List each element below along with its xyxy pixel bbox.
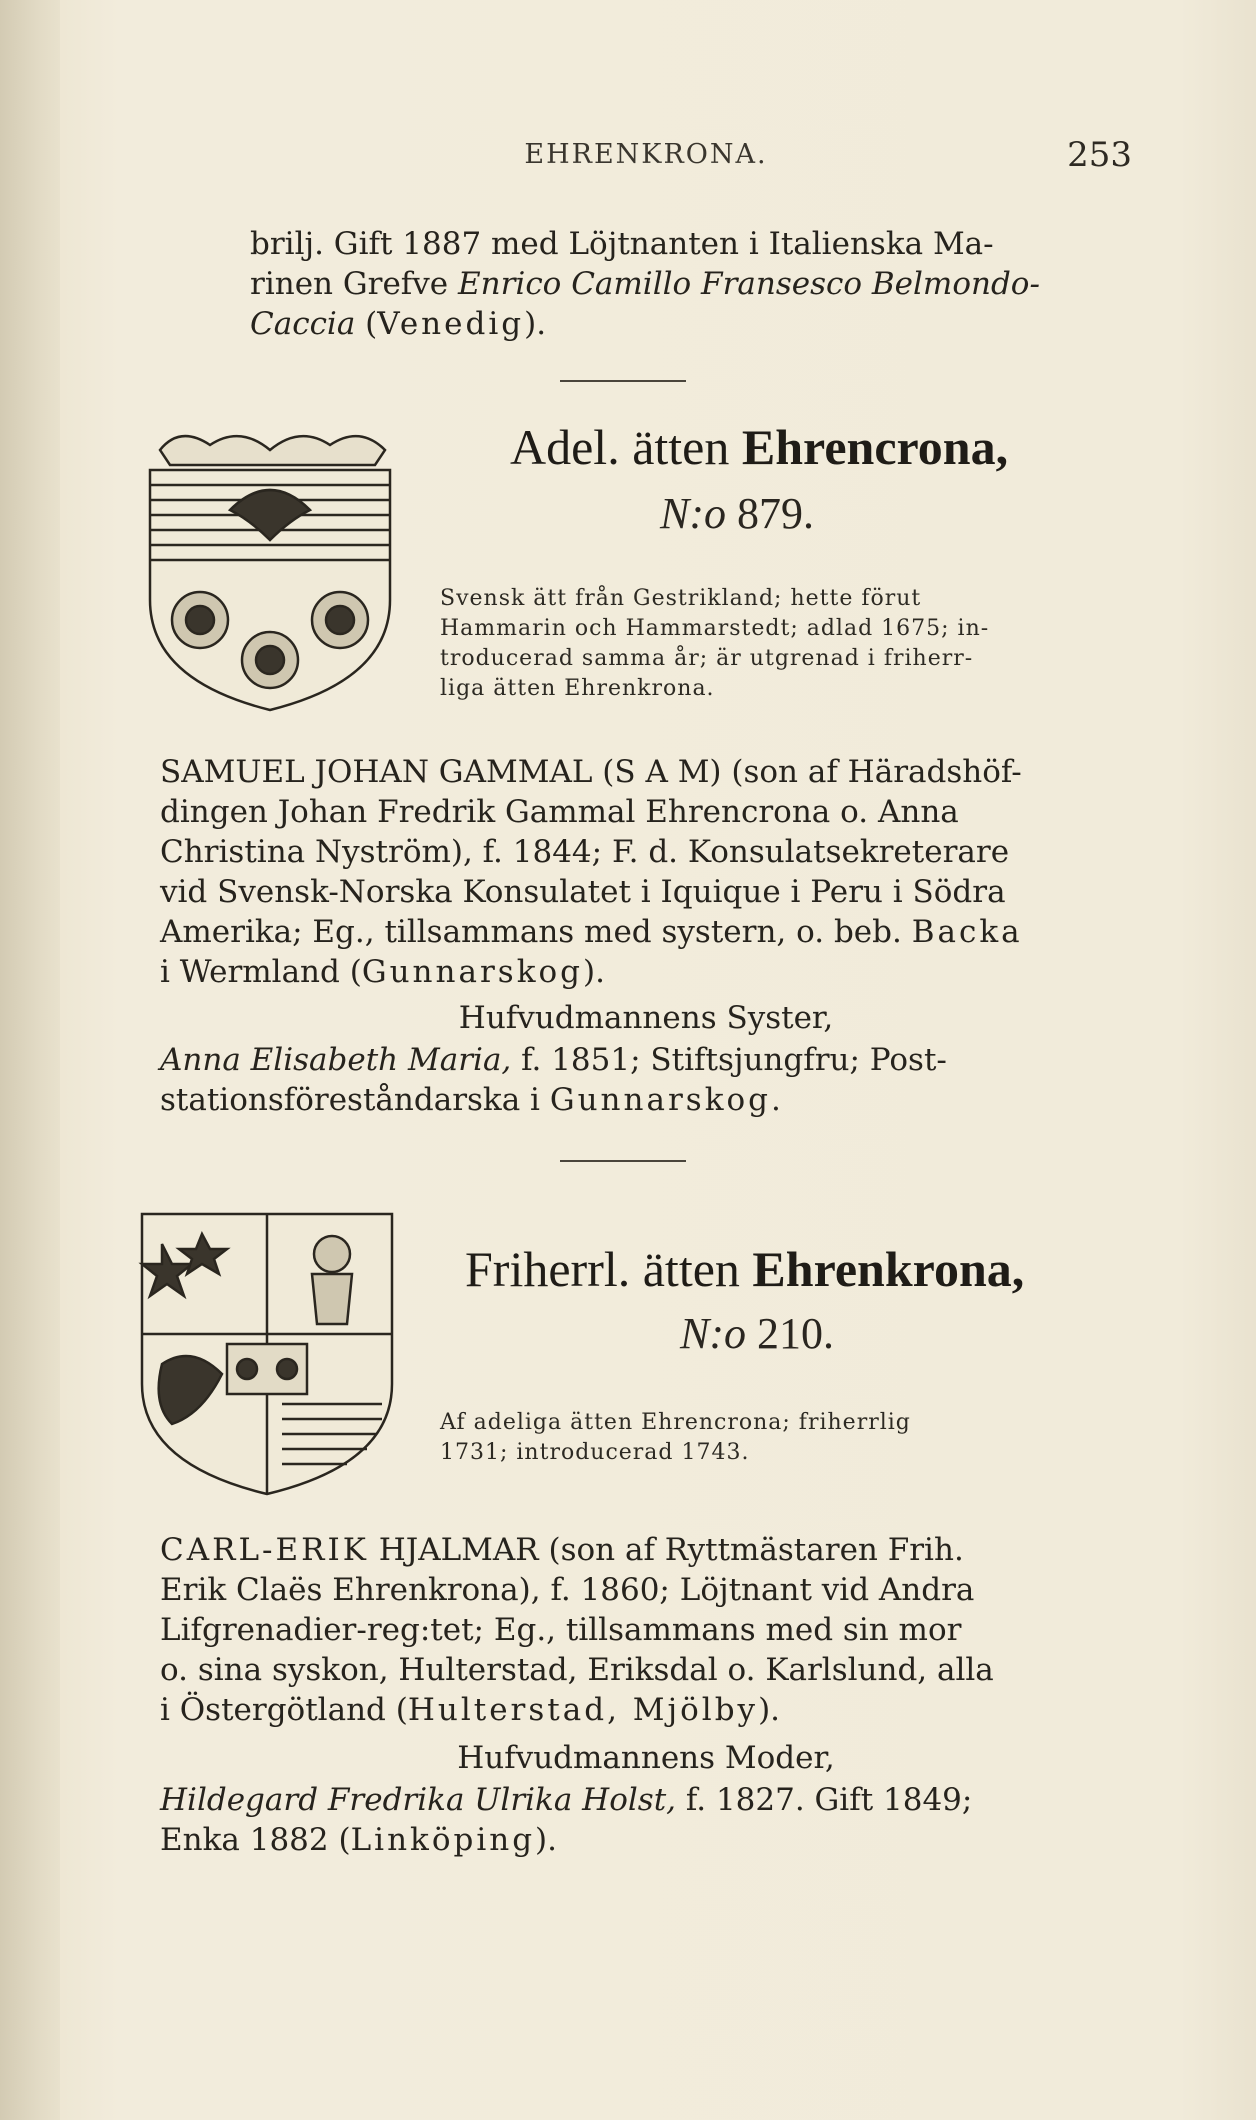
- spaced-run: Backa: [911, 914, 1023, 950]
- spaced-run: Gunnarskog: [361, 954, 583, 990]
- friherrl-entry-paragraph: [160, 1530, 1132, 1730]
- section-divider: [560, 380, 686, 382]
- adel-title-name: Ehrencrona,: [741, 419, 1009, 475]
- italic-run: Camillo Fransesco Belmondo-: [571, 266, 1040, 302]
- text-line: 1731; introducerad 1743.: [440, 1440, 750, 1465]
- page-header: [160, 135, 1132, 180]
- spaced-run: Venedig: [377, 306, 525, 342]
- text-run: stationsföreståndarska i: [160, 1082, 550, 1118]
- spaced-run: Hulterstad, Mjölby: [407, 1692, 759, 1728]
- text-run: f. 1851; Stiftsjungfru; Post-: [511, 1042, 947, 1078]
- friherrl-description: [440, 1408, 1132, 1468]
- text-line: [160, 1530, 1132, 1570]
- text-run: dingen Johan Fredrik Gammal Ehrencrona o. Anna: [160, 794, 959, 830]
- text-run: f. 1827. Gift 1849;: [676, 1782, 973, 1818]
- running-head: EHRENKRONA.: [524, 139, 768, 170]
- friherrl-no-label: N:o: [680, 1309, 746, 1358]
- friherrl-title-prefix: Friherrl. ätten: [465, 1241, 753, 1297]
- adel-no-value: 879.: [737, 489, 814, 538]
- adel-subheading: Hufvudmannens Syster,: [458, 1000, 834, 1036]
- italic-run: Elisabeth Maria,: [250, 1042, 512, 1078]
- text-line: Svensk ätt från Gestrikland; hette förut: [440, 586, 922, 611]
- text-run: i Wermland (: [160, 954, 362, 990]
- friherrl-house-title: [465, 1240, 1024, 1298]
- friherrl-house-number: [680, 1308, 834, 1359]
- text-line: [160, 1690, 1132, 1730]
- text-line: [250, 224, 1132, 264]
- adel-no-label: N:o: [660, 489, 726, 538]
- text-line: [160, 1570, 1132, 1610]
- friherrl-title-name: Ehrenkrona,: [752, 1241, 1025, 1297]
- friherrl-no-value: 210.: [757, 1309, 834, 1358]
- page-number: 253: [1067, 135, 1132, 175]
- italic-run: Anna: [160, 1042, 241, 1078]
- adel-house-number: [660, 488, 814, 539]
- text-run: ).: [535, 1822, 557, 1858]
- text-run: Enka 1882 (: [160, 1822, 351, 1858]
- friherrl-mother-paragraph: [160, 1780, 1132, 1860]
- text-line: [160, 912, 1132, 952]
- text-line: [160, 1040, 1132, 1080]
- text-line: [250, 264, 1132, 304]
- text-run: ).: [758, 1692, 781, 1728]
- text-line: [160, 1780, 1132, 1820]
- book-gutter: [0, 0, 60, 2120]
- text-run: HJALMAR (son af Ryttmästaren Frih.: [368, 1532, 964, 1568]
- text-line: Af adeliga ätten Ehrencrona; friherrlig: [440, 1410, 911, 1435]
- text-line: [160, 832, 1132, 872]
- friherrl-subheading-block: [160, 1738, 1132, 1778]
- text-line: [160, 1820, 1132, 1860]
- italic-run: Caccia: [250, 306, 356, 342]
- text-line: liga ätten Ehrenkrona.: [440, 676, 715, 701]
- ehrenkrona-baronial-coat-of-arms-icon: [132, 1194, 402, 1504]
- text-line: [160, 952, 1132, 992]
- text-line: [160, 1080, 1132, 1120]
- text-run: SAMUEL JOHAN GAMMAL (S A M) (son af Häradshöf-: [160, 754, 1022, 790]
- text-run: Amerika; Eg., tillsammans med systern, o. beb.: [160, 914, 912, 950]
- text-run: ).: [583, 954, 605, 990]
- adel-entry-paragraph: [160, 752, 1132, 992]
- adel-subheading-block: [160, 998, 1132, 1038]
- adel-house-title: [510, 418, 1008, 476]
- text-run: Christina Nyström), f. 1844; F. d. Konsulatsekreterare: [160, 834, 1010, 870]
- text-run: [318, 1782, 328, 1818]
- italic-run: Hildegard: [160, 1782, 319, 1818]
- text-line: [160, 792, 1132, 832]
- friherrl-subheading: Hufvudmannens Moder,: [457, 1740, 835, 1776]
- text-line: [160, 872, 1132, 912]
- text-run: vid Svensk-Norska Konsulatet i Iquique i Peru i Södra: [160, 874, 1006, 910]
- spaced-run: Gunnarskog: [549, 1082, 771, 1118]
- continuation-paragraph: [250, 224, 1132, 344]
- text-run: Lifgrenadier-reg:tet; Eg., tillsammans med sin mor: [160, 1612, 962, 1648]
- text-line: Hammarin och Hammarstedt; adlad 1675; in-: [440, 616, 990, 641]
- italic-run: Fredrika Ulrika Holst,: [327, 1782, 677, 1818]
- ehrencrona-coat-of-arms-icon: [140, 420, 400, 720]
- text-run: brilj. Gift 1887 med Löjtnanten i Italienska Ma-: [250, 226, 994, 262]
- text-run: rinen Grefve: [250, 266, 458, 302]
- spaced-run: Linköping: [350, 1822, 536, 1858]
- text-line: [160, 1650, 1132, 1690]
- text-line: troducerad samma år; är utgrenad i friherr-: [440, 646, 974, 671]
- adel-description: [440, 584, 1132, 704]
- text-run: (: [355, 306, 378, 342]
- text-run: i Östergötland (: [160, 1692, 408, 1728]
- adel-title-prefix: Adel. ätten: [510, 419, 742, 475]
- text-line: [160, 1610, 1132, 1650]
- italic-run: Enrico: [457, 266, 562, 302]
- text-run: [241, 1042, 251, 1078]
- text-run: [561, 266, 571, 302]
- adel-sister-paragraph: [160, 1040, 1132, 1120]
- text-line: [250, 304, 1132, 344]
- section-divider: [560, 1160, 686, 1162]
- text-run: o. sina syskon, Hulterstad, Eriksdal o. Karlslund, alla: [160, 1652, 994, 1688]
- text-line: [160, 752, 1132, 792]
- text-run: ).: [524, 306, 547, 342]
- spaced-run: CARL-ERIK: [160, 1532, 369, 1568]
- text-run: Erik Claës Ehrenkrona), f. 1860; Löjtnant vid Andra: [160, 1572, 975, 1608]
- text-run: .: [771, 1082, 781, 1118]
